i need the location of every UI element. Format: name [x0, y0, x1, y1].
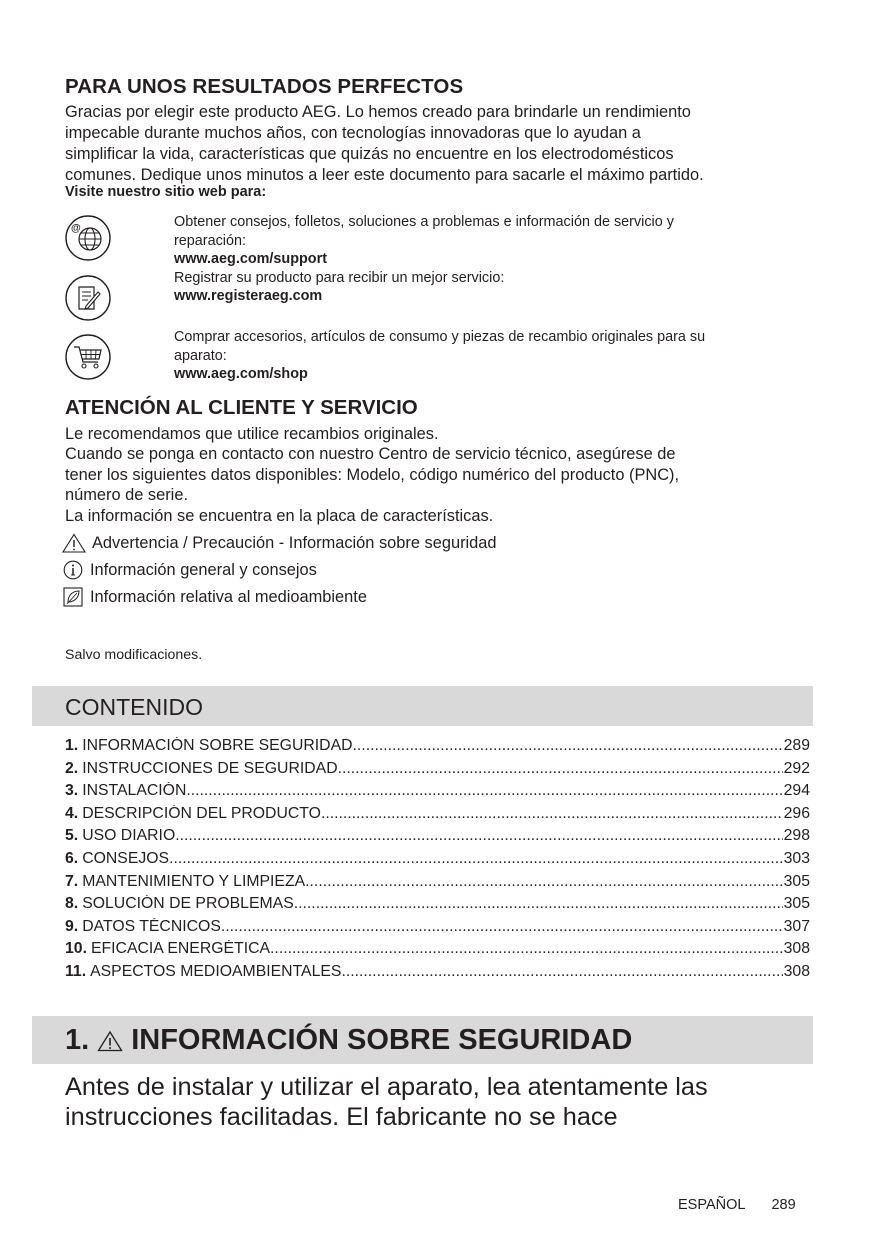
info-icon: [62, 560, 84, 580]
toc-page: 305: [783, 895, 810, 913]
leaf-icon: [62, 587, 84, 607]
toc-number: 4.: [65, 804, 79, 822]
legend-info-text: Información general y consejos: [90, 560, 317, 579]
toc-page: 307: [783, 917, 810, 935]
toc-page: 292: [783, 759, 810, 777]
contents-title: CONTENIDO: [65, 694, 203, 720]
section1-body: [65, 1072, 825, 1132]
toc-label: ASPECTOS MEDIOAMBIENTALES: [90, 962, 342, 980]
legend-environment: [62, 587, 367, 607]
intro-line: simplificar la vida, características que quizás no encuentre en los electrodomésticos: [65, 145, 674, 163]
toc-leader: [294, 895, 783, 913]
support-text: Obtener consejos, folletos, soluciones a problemas e información de servicio y: [174, 214, 674, 230]
toc-label: SOLUCIÓN DE PROBLEMAS: [82, 895, 294, 913]
toc-label: DATOS TÉCNICOS: [82, 917, 221, 935]
toc-item[interactable]: [65, 737, 810, 760]
heading-perfect-results: PARA UNOS RESULTADOS PERFECTOS: [65, 75, 464, 98]
toc-label: INSTRUCCIONES DE SEGURIDAD: [82, 759, 338, 777]
toc-item[interactable]: [65, 827, 810, 850]
care-line: Cuando se ponga en contacto con nuestro Centro de servicio técnico, asegúrese de: [65, 445, 676, 464]
toc-leader: [186, 782, 782, 800]
toc-page: 305: [783, 872, 810, 890]
toc-number: 2.: [65, 759, 79, 777]
legend-environment-text: Información relativa al medioambiente: [90, 587, 367, 606]
intro-paragraph: [65, 102, 825, 186]
section1-number: 1.: [65, 1024, 90, 1056]
toc-label: USO DIARIO: [82, 827, 176, 845]
warning-icon: [97, 1030, 123, 1052]
footer-language: ESPAÑOL: [678, 1197, 746, 1213]
toc-page: 298: [783, 827, 810, 845]
shop-text: Comprar accesorios, artículos de consumo y piezas de recambio originales para su: [174, 329, 706, 345]
register-icon: [64, 274, 112, 322]
legend-warning: [62, 533, 497, 553]
support-info: [174, 213, 814, 306]
section1-title: INFORMACIÓN SOBRE SEGURIDAD: [131, 1024, 633, 1056]
toc-leader: [341, 963, 782, 981]
toc-number: 3.: [65, 782, 79, 800]
warning-icon: [62, 533, 86, 553]
care-line: Le recomendamos que utilice recambios originales.: [65, 425, 439, 443]
toc-leader: [221, 918, 783, 936]
toc-item[interactable]: [65, 760, 810, 783]
care-paragraph: [65, 424, 825, 526]
heading-customer-care: ATENCIÓN AL CLIENTE Y SERVICIO: [65, 396, 418, 419]
toc-page: 308: [783, 940, 810, 958]
toc-page: 308: [783, 962, 810, 980]
cart-icon: [64, 333, 112, 381]
toc-item[interactable]: [65, 782, 810, 805]
toc-leader: [305, 873, 782, 891]
intro-line: impecable durante muchos años, con tecnologías innovadoras que lo ayudan a: [65, 124, 641, 142]
toc-item[interactable]: [65, 918, 810, 941]
contents-header: [32, 686, 813, 726]
toc-leader: [353, 737, 783, 755]
register-link[interactable]: www.registeraeg.com: [174, 288, 323, 305]
toc-label: INSTALACIÓN: [82, 782, 187, 800]
svg-text:@: @: [71, 223, 81, 234]
legend-info: [62, 560, 317, 580]
toc-number: 10.: [65, 940, 87, 958]
register-text: Registrar su producto para recibir un mejor servicio:: [174, 269, 505, 286]
toc-page: 294: [783, 782, 810, 800]
intro-line: comunes. Dedique unos minutos a leer este documento para sacarle el máximo partido.: [65, 166, 704, 184]
toc-leader: [338, 760, 783, 778]
toc-leader: [270, 940, 783, 958]
section1-header: [32, 1016, 813, 1064]
toc-page: 303: [783, 849, 810, 867]
toc-leader: [175, 827, 782, 845]
toc-number: 6.: [65, 849, 79, 867]
toc-item[interactable]: [65, 850, 810, 873]
globe-icon: [64, 214, 112, 262]
shop-text-cont: aparato:: [174, 347, 227, 364]
section1-line: instrucciones facilitadas. El fabricante no se hace: [65, 1103, 618, 1131]
toc-number: 8.: [65, 895, 79, 913]
care-line: La información se encuentra en la placa de características.: [65, 506, 494, 525]
visit-label: Visite nuestro sitio web para:: [65, 184, 267, 200]
toc-label: INFORMACIÓN SOBRE SEGURIDAD: [82, 737, 353, 754]
table-of-contents: [65, 737, 810, 986]
toc-page: 289: [783, 737, 810, 754]
support-link[interactable]: www.aeg.com/support: [174, 251, 327, 268]
care-line: número de serie.: [65, 486, 188, 505]
toc-leader: [321, 805, 783, 823]
toc-number: 11.: [65, 962, 87, 980]
changes-notice: Salvo modificaciones.: [65, 647, 203, 663]
toc-number: 5.: [65, 827, 79, 845]
shop-info: [174, 328, 814, 384]
toc-label: DESCRIPCIÓN DEL PRODUCTO: [82, 804, 321, 822]
toc-label: CONSEJOS: [82, 849, 170, 867]
toc-page: 296: [783, 804, 810, 822]
toc-number: 9.: [65, 917, 79, 935]
toc-label: EFICACIA ENERGÉTICA: [90, 940, 271, 958]
toc-item[interactable]: [65, 895, 810, 918]
section1-line: Antes de instalar y utilizar el aparato, lea atentamente las: [65, 1073, 708, 1101]
care-line: tener los siguientes datos disponibles: Modelo, código numérico del producto (PNC),: [65, 465, 680, 484]
toc-item[interactable]: [65, 873, 810, 896]
page-footer: [678, 1197, 796, 1213]
toc-number: 1.: [65, 737, 79, 754]
intro-line: Gracias por elegir este producto AEG. Lo hemos creado para brindarle un rendimiento: [65, 103, 691, 121]
shop-link[interactable]: www.aeg.com/shop: [174, 366, 308, 383]
toc-item[interactable]: [65, 963, 810, 986]
legend-warning-text: Advertencia / Precaución - Información sobre seguridad: [92, 533, 497, 552]
support-text-cont: reparación:: [174, 232, 246, 249]
toc-label: MANTENIMIENTO Y LIMPIEZA: [82, 872, 306, 890]
page-number: 289: [771, 1197, 796, 1213]
toc-leader: [169, 850, 783, 868]
toc-item[interactable]: [65, 940, 810, 963]
toc-number: 7.: [65, 872, 79, 890]
toc-item[interactable]: [65, 805, 810, 828]
